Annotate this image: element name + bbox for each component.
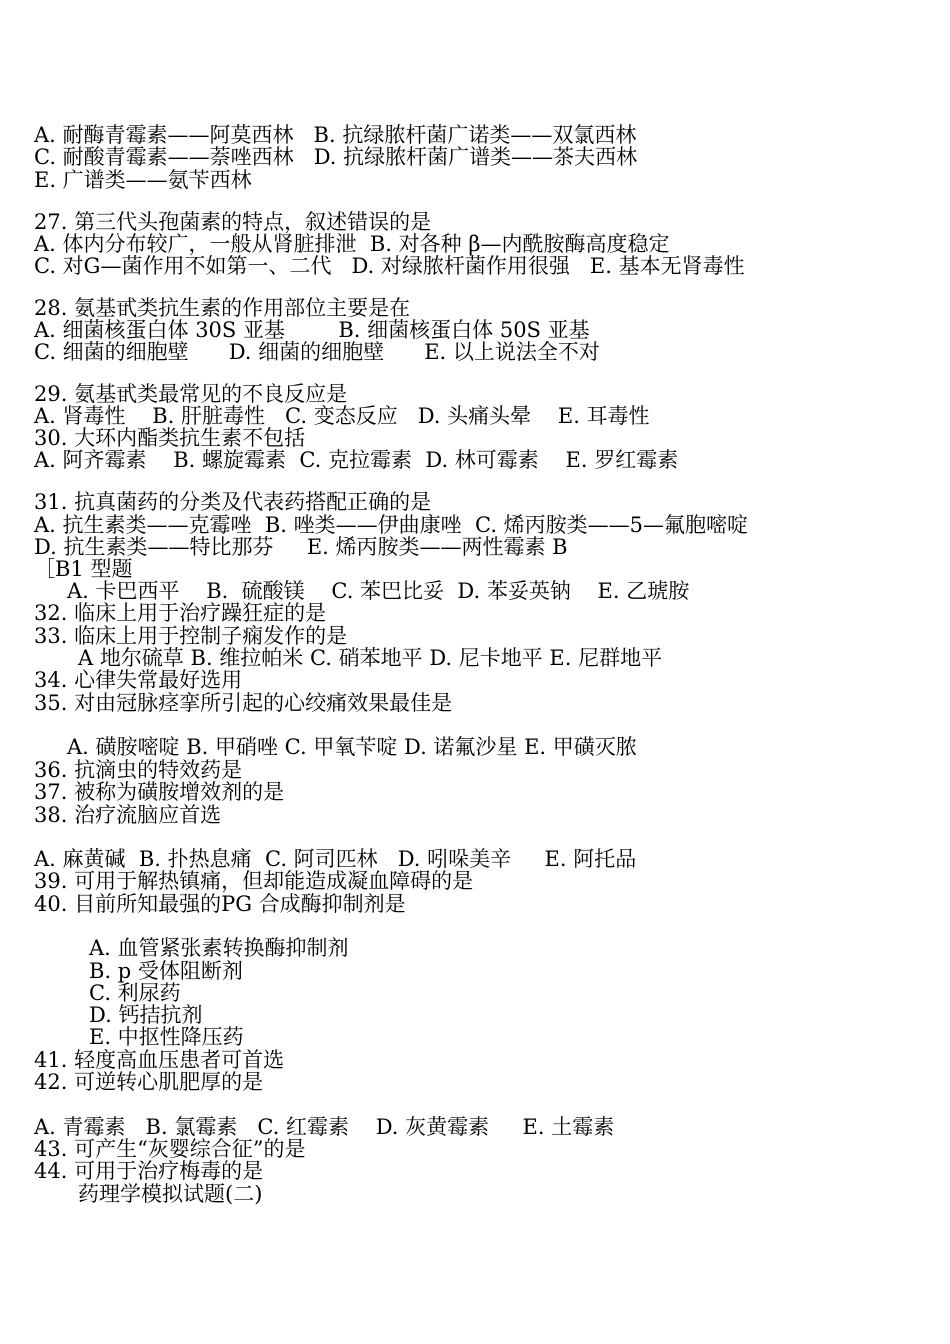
text-line: A. 抗生素类——克霉唑 B. 唑类——伊曲康唑 C. 烯丙胺类——5—氟胞嘧啶: [34, 513, 749, 537]
text-line: C. 耐酸青霉素——萘唑西林 D. 抗绿脓杆菌广谱类——茶夫西林: [34, 145, 638, 169]
question-line: 39. 可用于解热镇痛，但却能造成凝血障碍的是: [34, 869, 474, 893]
question-line: 38. 治疗流脑应首选: [34, 803, 222, 827]
text-line: C. 利尿药: [89, 981, 181, 1005]
document-title-footer: 药理学模拟试题(二): [78, 1182, 263, 1206]
question-line: 34. 心律失常最好选用: [34, 668, 243, 692]
question-line: 42. 可逆转心肌肥厚的是: [34, 1070, 264, 1094]
text-line: A. 麻黄碱 B. 扑热息痛 C. 阿司匹林 D. 吲哚美辛 E. 阿托品: [34, 847, 637, 871]
text-line: A. 磺胺嘧啶 B. 甲硝唑 C. 甲氧苄啶 D. 诺氟沙星 E. 甲磺灭脓: [67, 735, 637, 759]
question-line: 33. 临床上用于控制子痫发作的是: [34, 624, 348, 648]
question-line: 41. 轻度高血压患者可首选: [34, 1048, 285, 1072]
question-line: 29. 氨基甙类最常见的不良反应是: [34, 382, 348, 406]
text-line: A. 血管紧张素转换酶抑制剂: [89, 936, 349, 960]
text-line: A 地尔硫草 B. 维拉帕米 C. 硝苯地平 D. 尼卡地平 E. 尼群地平: [78, 646, 663, 670]
text-line: A. 肾毒性 B. 肝脏毒性 C. 变态反应 D. 头痛头晕 E. 耳毒性: [34, 404, 650, 428]
text-line: A. 体内分布较广，一般从肾脏排泄 B. 对各种 β—内酰胺酶高度稳定: [34, 232, 670, 256]
question-line: 30. 大环内酯类抗生素不包括: [34, 426, 306, 450]
question-line: 28. 氨基甙类抗生素的作用部位主要是在: [34, 296, 411, 320]
text-line: A. 卡巴西平 B. 硫酸镁 C. 苯巴比妥 D. 苯妥英钠 E. 乙琥胺: [67, 579, 690, 603]
text-line: D. 抗生素类——特比那芬 E. 烯丙胺类——两性霉素 B: [34, 535, 568, 559]
text-line: A. 耐酶青霉素——阿莫西林 B. 抗绿脓杆菌广诺类——双氯西林: [34, 123, 637, 147]
question-line: 44. 可用于治疗梅毒的是: [34, 1159, 264, 1183]
text-line: C. 细菌的细胞壁 D. 细菌的细胞壁 E. 以上说法全不对: [34, 340, 600, 364]
text-line: E. 广谱类——氨苄西林: [34, 168, 252, 192]
text-line: B. p 受体阻断剂: [89, 959, 243, 983]
question-line: 43. 可产生“灰婴综合征”的是: [34, 1137, 306, 1161]
text-line: D. 钙拮抗剂: [89, 1003, 203, 1027]
section-heading: ［B1 型题: [34, 557, 133, 581]
text-line: A. 青霉素 B. 氯霉素 C. 红霉素 D. 灰黄霉素 E. 土霉素: [34, 1115, 615, 1139]
question-line: 36. 抗滴虫的特效药是: [34, 758, 243, 782]
text-line: A. 细菌核蛋白体 30S 亚基 B. 细菌核蛋白体 50S 亚基: [34, 318, 590, 342]
question-line: 27. 第三代头孢菌素的特点，叙述错误的是: [34, 210, 432, 234]
question-line: 37. 被称为磺胺增效剂的是: [34, 780, 285, 804]
text-line: C. 对G—菌作用不如第一、二代 D. 对绿脓杆菌作用很强 E. 基本无肾毒性: [34, 254, 745, 278]
text-line: E. 中抠性降压药: [89, 1025, 244, 1049]
text-line: A. 阿齐霉素 B. 螺旋霉素 C. 克拉霉素 D. 林可霉素 E. 罗红霉素: [34, 448, 679, 472]
question-line: 31. 抗真菌药的分类及代表药搭配正确的是: [34, 490, 432, 514]
question-line: 32. 临床上用于治疗躁狂症的是: [34, 601, 327, 625]
question-line: 40. 目前所知最强的PG 合成酶抑制剂是: [34, 892, 406, 916]
question-line: 35. 对由冠脉痉挛所引起的心绞痛效果最佳是: [34, 691, 453, 715]
